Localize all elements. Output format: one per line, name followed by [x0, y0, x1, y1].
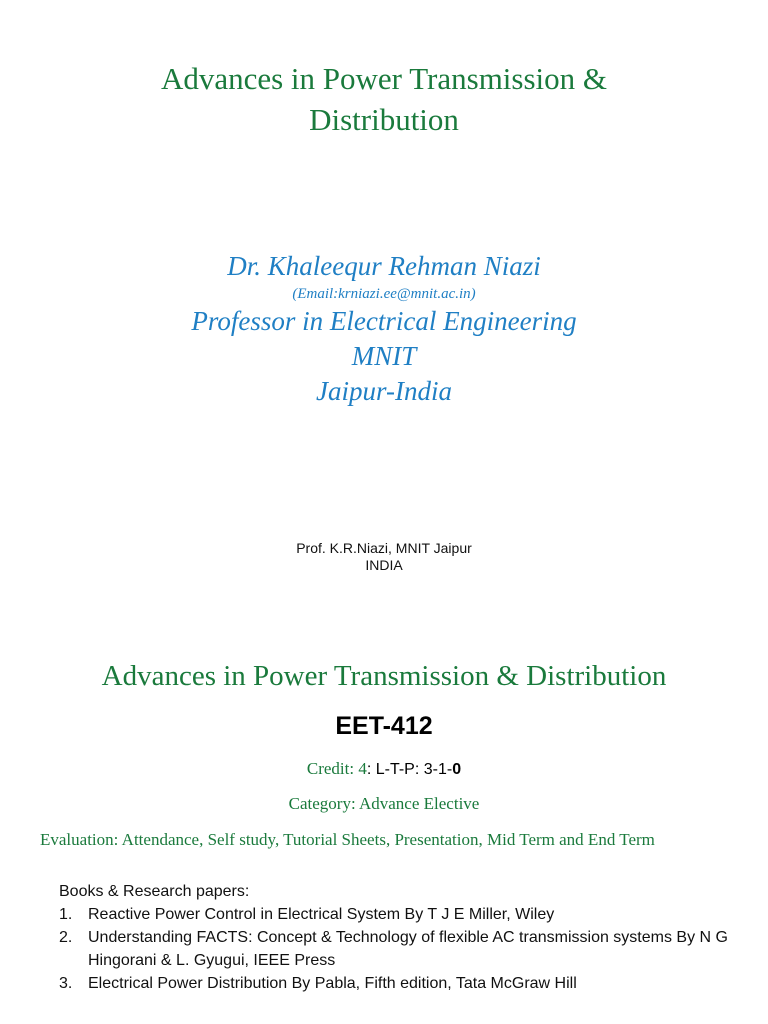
- book-text: Reactive Power Control in Electrical System By T J E Miller, Wiley: [88, 906, 555, 923]
- book-number: 3.: [59, 975, 73, 992]
- book-text: Understanding FACTS: Concept & Technology of flexible AC transmission systems By N G Hingorani & L. Gyugui, IEEE Press: [88, 929, 728, 969]
- author-name: Dr. Khaleequr Rehman Niazi: [227, 251, 541, 281]
- credit-ltp-last: 0: [452, 761, 462, 778]
- course-slide: [0, 640, 768, 1024]
- author-email: (Email:krniazi.ee@mnit.ac.in): [292, 286, 476, 302]
- slide-title-line-2: Distribution: [309, 102, 459, 137]
- author-position: Professor in Electrical Engineering: [191, 306, 577, 336]
- author-institute: MNIT: [351, 341, 417, 371]
- books-heading: Books & Research papers:: [59, 883, 250, 900]
- author-block: [0, 248, 768, 409]
- slide-footer: [0, 540, 768, 574]
- course-title: Advances in Power Transmission & Distribution: [101, 660, 667, 692]
- book-number: 1.: [59, 906, 73, 923]
- course-category: Category: Advance Elective: [288, 794, 480, 813]
- course-evaluation: Evaluation: Attendance, Self study, Tutorial Sheets, Presentation, Mid Term and End Term: [40, 830, 655, 849]
- slide-title-line-1: Advances in Power Transmission &: [160, 61, 608, 96]
- footer-line-1: Prof. K.R.Niazi, MNIT Jaipur: [296, 540, 472, 556]
- book-item: [59, 972, 739, 995]
- course-code: EET-412: [335, 712, 433, 740]
- credit-ltp: : L-T-P: 3-1-: [366, 761, 453, 778]
- book-item: [59, 926, 739, 972]
- credit-line: [0, 758, 768, 781]
- books-section: [59, 880, 739, 995]
- footer-line-2: INDIA: [365, 557, 403, 573]
- book-text: Electrical Power Distribution By Pabla, Fifth edition, Tata McGraw Hill: [88, 975, 577, 992]
- slide-title: [0, 58, 768, 140]
- book-number: 2.: [59, 929, 73, 946]
- credit-label: Credit: 4: [306, 759, 367, 778]
- books-list: [59, 903, 739, 995]
- author-location: Jaipur-India: [316, 376, 452, 406]
- book-item: [59, 903, 739, 926]
